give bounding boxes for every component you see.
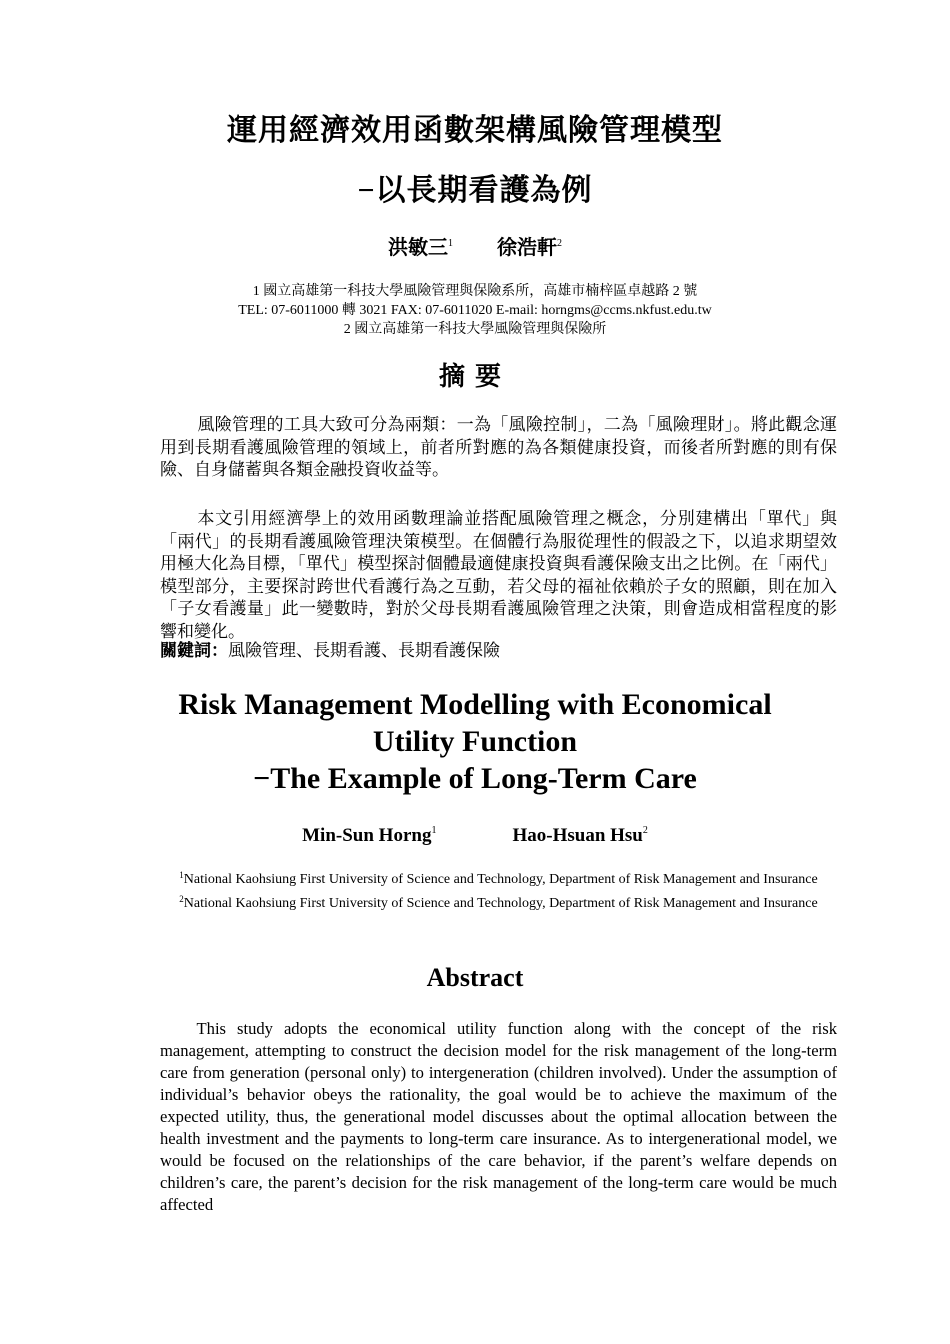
english-affiliation-1-text: National Kaohsiung First University of Science and Technology, Department of Risk Management and Insurance <box>183 872 818 887</box>
english-author-1-sup: 1 <box>431 825 437 836</box>
keywords-label: 關鍵詞： <box>160 641 228 660</box>
english-title-line2: Utility Function <box>372 725 578 758</box>
chinese-abstract-paragraph-1: 風險管理的工具大致可分為兩類：一為「風險控制」，二為「風險理財」。將此觀念運用到長期看護風險管理的領域上，前者所對應的為各類健康投資，而後者所對應的則有保險、自身儲蓄與各類金融投資收益等。 <box>160 415 837 480</box>
chinese-author-1: 洪敏三 <box>388 237 448 259</box>
contact-info: TEL: 07-6011000 轉 3021 FAX: 07-6011020 E-mail: horngms@ccms.nkfust.edu.tw <box>238 303 712 318</box>
english-affiliation-2-sup: 2 <box>179 893 184 904</box>
english-title <box>0 686 950 797</box>
chinese-abstract-heading: 摘要 <box>438 362 511 391</box>
chinese-author-2: 徐浩軒 <box>497 237 557 259</box>
english-affiliation-1-sup: 1 <box>179 870 184 880</box>
english-authors <box>0 818 950 849</box>
english-abstract-paragraph: This study adopts the economical utility function along with the concept of the risk management, attempting to construct the decision model for the risk management of the long-term care from generation (personal only) to intergeneration (children involved). Under the assumption of individual’s behavior obeys the rationality, the goal would be to achieve the maximum of the expected utility, thus, the generational model discusses about the optimal allocation between the health investment and the payments to long-term care insurance. As to intergenerational model, we would be focused on the relationships of the care behavior, if the parent’s welfare depends on children’s care, the parent’s decision for the risk management of the long-term care would be much affected <box>160 1019 837 1214</box>
keywords-text: 風險管理、長期看護、長期看護保險 <box>228 641 500 660</box>
chinese-affiliation-1: 1 國立高雄第一科技大學風險管理與保險系所，高雄市楠梓區卓越路 2 號 <box>252 284 698 299</box>
chinese-affiliation-2: 2 國立高雄第一科技大學風險管理與保險所 <box>343 322 607 337</box>
chinese-authors <box>0 230 950 262</box>
chinese-title-line1: 運用經濟效用函數架構風險管理模型 <box>227 114 723 147</box>
chinese-keywords <box>160 640 837 663</box>
chinese-affiliations <box>0 282 950 339</box>
english-title-line1: Risk Management Modelling with Economical <box>178 688 772 721</box>
english-affiliation-2 <box>160 890 837 914</box>
english-author-1: Min-Sun Horng <box>302 825 432 846</box>
english-affiliation-2-text: National Kaohsiung First University of Science and Technology, Department of Risk Management and Insurance <box>183 895 818 911</box>
chinese-author-2-sup: 2 <box>557 238 562 249</box>
chinese-title-line2: −以長期看護為例 <box>357 174 593 207</box>
english-abstract-heading: Abstract <box>426 963 524 992</box>
english-affiliations <box>160 866 837 913</box>
english-author-2-sup: 2 <box>642 825 648 836</box>
english-affiliation-1 <box>160 866 837 890</box>
chinese-author-1-sup: 1 <box>448 238 453 249</box>
english-title-line3: −The Example of Long-Term Care <box>253 762 697 795</box>
english-author-2: Hao-Hsuan Hsu <box>512 825 643 846</box>
chinese-abstract-paragraph-2: 本文引用經濟學上的效用函數理論並搭配風險管理之概念，分別建構出「單代」與「兩代」的長期看護風險管理決策模型。在個體行為服從理性的假設之下，以追求期望效用極大化為目標，「單代」模型探討個體最適健康投資與看護保險支出之比例。在「兩代」模型部分，主要探討跨世代看護行為之互動，若父母的福祉依賴於子女的照顧，則在加入「子女看護量」此一變數時，對於父母長期看護風險管理之決策，則會造成相當程度的影響和變化。 <box>160 509 837 641</box>
